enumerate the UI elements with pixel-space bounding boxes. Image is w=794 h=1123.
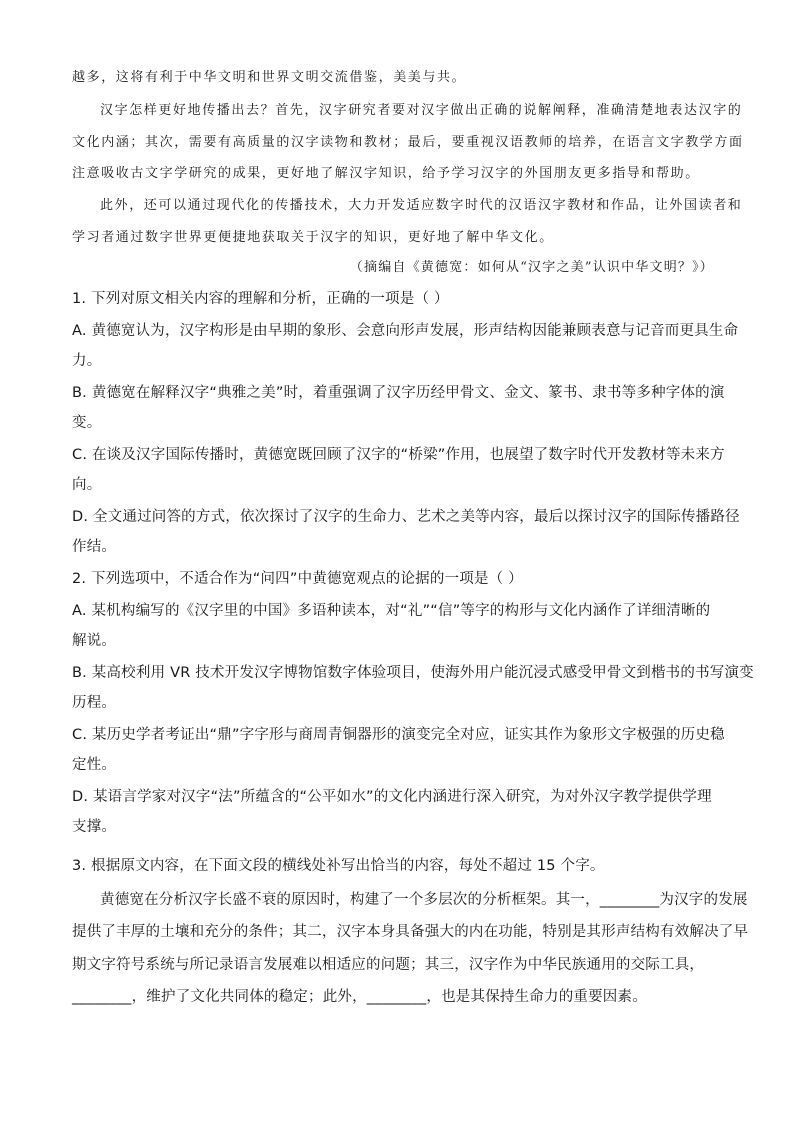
question-1-option-b: B. 黄德宽在解释汉字“典雅之美”时，着重强调了汉字历经甲骨文、金文、篆书、隶书等多种字体的演 <box>72 385 725 401</box>
question-1-option-d-cont: 作结。 <box>72 539 117 555</box>
passage-line-5: 此外，还可以通过现代化的传播技术，大力开发适应数字时代的汉语汉字教材和作品，让外国读者和 <box>100 198 743 213</box>
question-1-option-b-cont: 变。 <box>72 415 102 431</box>
question-1-option-a-cont: 力。 <box>72 353 102 369</box>
question-3-stem: 3. 根据原文内容，在下面文段的横线处补写出恰当的内容，每处不超过 15 个字。 <box>72 858 605 874</box>
question-2-option-c: C. 某历史学者考证出“鼎”字字形与商周青铜器形的演变完全对应，证实其作为象形文字极强的历史稳 <box>72 727 725 743</box>
question-2-option-a: A. 某机构编写的《汉字里的中国》多语种读本，对“礼”“信”等字的构形与文化内涵作了详细清晰的 <box>72 603 711 619</box>
question-2-option-a-cont: 解说。 <box>72 633 117 649</box>
question-2-option-d: D. 某语言学家对汉字“法”所蕴含的“公平如水”的文化内涵进行深入研究，为对外汉字教学提供学理 <box>72 789 712 805</box>
passage-source: （摘编自《黄德宽：如何从“汉字之美”认识中华文明？》） <box>349 260 714 275</box>
passage-line-6: 学习者通过数字世界更便捷地获取关于汉字的知识，更好地了解中华文化。 <box>72 230 554 245</box>
question-1-option-a: A. 黄德宽认为，汉字构形是由早期的象形、会意向形声发展，形声结构因能兼顾表意与记音而更具生命 <box>72 323 739 339</box>
passage-line-4: 注意吸收古文字学研究的成果，更好地了解汉字知识，给予学习汉字的外国朋友更多指导和帮助。 <box>72 166 700 181</box>
passage-line-3: 文化内涵；其次，需要有高质量的汉字读物和教材；最后，要重视汉语教师的培养，在语言文字教学方面 <box>72 135 744 150</box>
question-3-paragraph-line-3: 期文字符号系统与所记录语言发展难以相适应的问题；其三，汉字作为中华民族通用的交际工具， <box>72 957 705 973</box>
question-2-option-b: B. 某高校利用 VR 技术开发汉字博物馆数字体验项目，使海外用户能沉浸式感受甲骨文到楷书的书写演变 <box>72 665 754 681</box>
question-3-paragraph-line-4: ________，维护了文化共同体的稳定；此外，________，也是其保持生命力的重要因素。 <box>72 989 647 1005</box>
question-1-stem: 1. 下列对原文相关内容的理解和分析，正确的一项是（ ） <box>72 291 449 307</box>
question-3-paragraph-line-2: 提供了丰厚的土壤和充分的条件；其二，汉字本身具备强大的内在功能，特别是其形声结构有效解决了早 <box>72 924 749 940</box>
question-2-option-d-cont: 支撑。 <box>72 819 117 835</box>
question-1-option-c-cont: 向。 <box>72 477 102 493</box>
passage-line-2: 汉字怎样更好地传播出去？首先，汉字研究者要对汉字做出正确的说解阐释，准确清楚地表达汉字的 <box>100 103 743 118</box>
question-2-option-c-cont: 定性。 <box>72 757 117 773</box>
question-3-paragraph-line-1: 黄德宽在分析汉字长盛不衰的原因时，构建了一个多层次的分析框架。其一，________为汉字的发展 <box>100 892 748 908</box>
question-2-option-b-cont: 历程。 <box>72 695 117 711</box>
passage-line-1: 越多，这将有利于中华文明和世界文明交流借鉴，美美与共。 <box>72 70 467 85</box>
question-1-option-c: C. 在谈及汉字国际传播时，黄德宽既回顾了汉字的“桥梁”作用，也展望了数字时代开发教材等未来方 <box>72 447 725 463</box>
question-2-stem: 2. 下列选项中，不适合作为“问四”中黄德宽观点的论据的一项是（ ） <box>72 571 523 587</box>
question-1-option-d: D. 全文通过问答的方式，依次探讨了汉字的生命力、艺术之美等内容，最后以探讨汉字的国际传播路径 <box>72 509 740 525</box>
